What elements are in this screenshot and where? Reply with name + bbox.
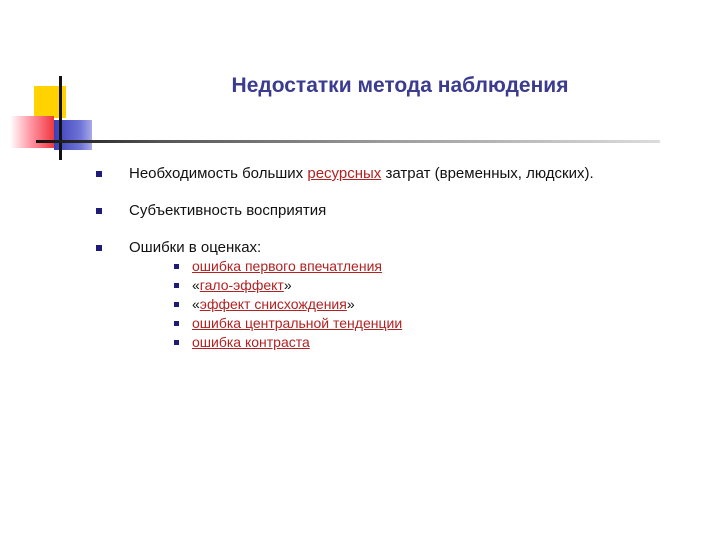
sub-item-pre: « xyxy=(192,296,200,312)
sub-item-first-impression xyxy=(174,257,696,276)
bullet-text-pre: Необходимость больших xyxy=(129,165,308,182)
bullet-resource-costs xyxy=(96,164,696,183)
square-bullet-icon xyxy=(96,208,102,214)
sub-item-central-tendency xyxy=(174,314,696,333)
bullet-text: Ошибки в оценках: xyxy=(129,239,262,256)
square-bullet-icon xyxy=(96,171,102,177)
sub-item-contrast-error xyxy=(174,333,696,352)
bullet-list xyxy=(96,164,696,352)
decor-vertical-line xyxy=(59,76,62,160)
square-bullet-icon xyxy=(174,302,179,307)
link-resursnyh[interactable]: ресурсных xyxy=(307,165,382,182)
square-bullet-icon xyxy=(174,321,179,326)
square-bullet-icon xyxy=(96,245,102,251)
bullet-subjectivity xyxy=(96,201,696,220)
sub-item-halo-effect xyxy=(174,276,696,295)
link-first-impression-error[interactable]: ошибка первого впечатления xyxy=(192,258,382,274)
slide-title: Недостатки метода наблюдения xyxy=(231,74,569,97)
sub-item-post: » xyxy=(346,296,355,312)
square-bullet-icon xyxy=(174,340,179,345)
sub-item-pre: « xyxy=(192,277,200,293)
sub-item-post: » xyxy=(283,277,292,293)
decor-red-gradient-block xyxy=(10,116,54,148)
link-leniency-effect[interactable]: эффект снисхождения xyxy=(199,296,347,312)
sub-item-leniency-effect xyxy=(174,295,696,314)
bullet-assessment-errors xyxy=(96,238,696,352)
square-bullet-icon xyxy=(174,283,179,288)
link-central-tendency-error[interactable]: ошибка центральной тенденции xyxy=(192,315,403,331)
link-contrast-error[interactable]: ошибка контраста xyxy=(192,334,310,350)
bullet-text: Субъективность восприятия xyxy=(129,202,327,219)
decor-horizontal-rule xyxy=(36,140,660,143)
sub-bullet-list xyxy=(129,257,696,352)
bullet-text-post: затрат (временных, людских). xyxy=(381,165,594,182)
square-bullet-icon xyxy=(174,264,179,269)
link-halo-effect[interactable]: гало-эффект xyxy=(199,277,284,293)
